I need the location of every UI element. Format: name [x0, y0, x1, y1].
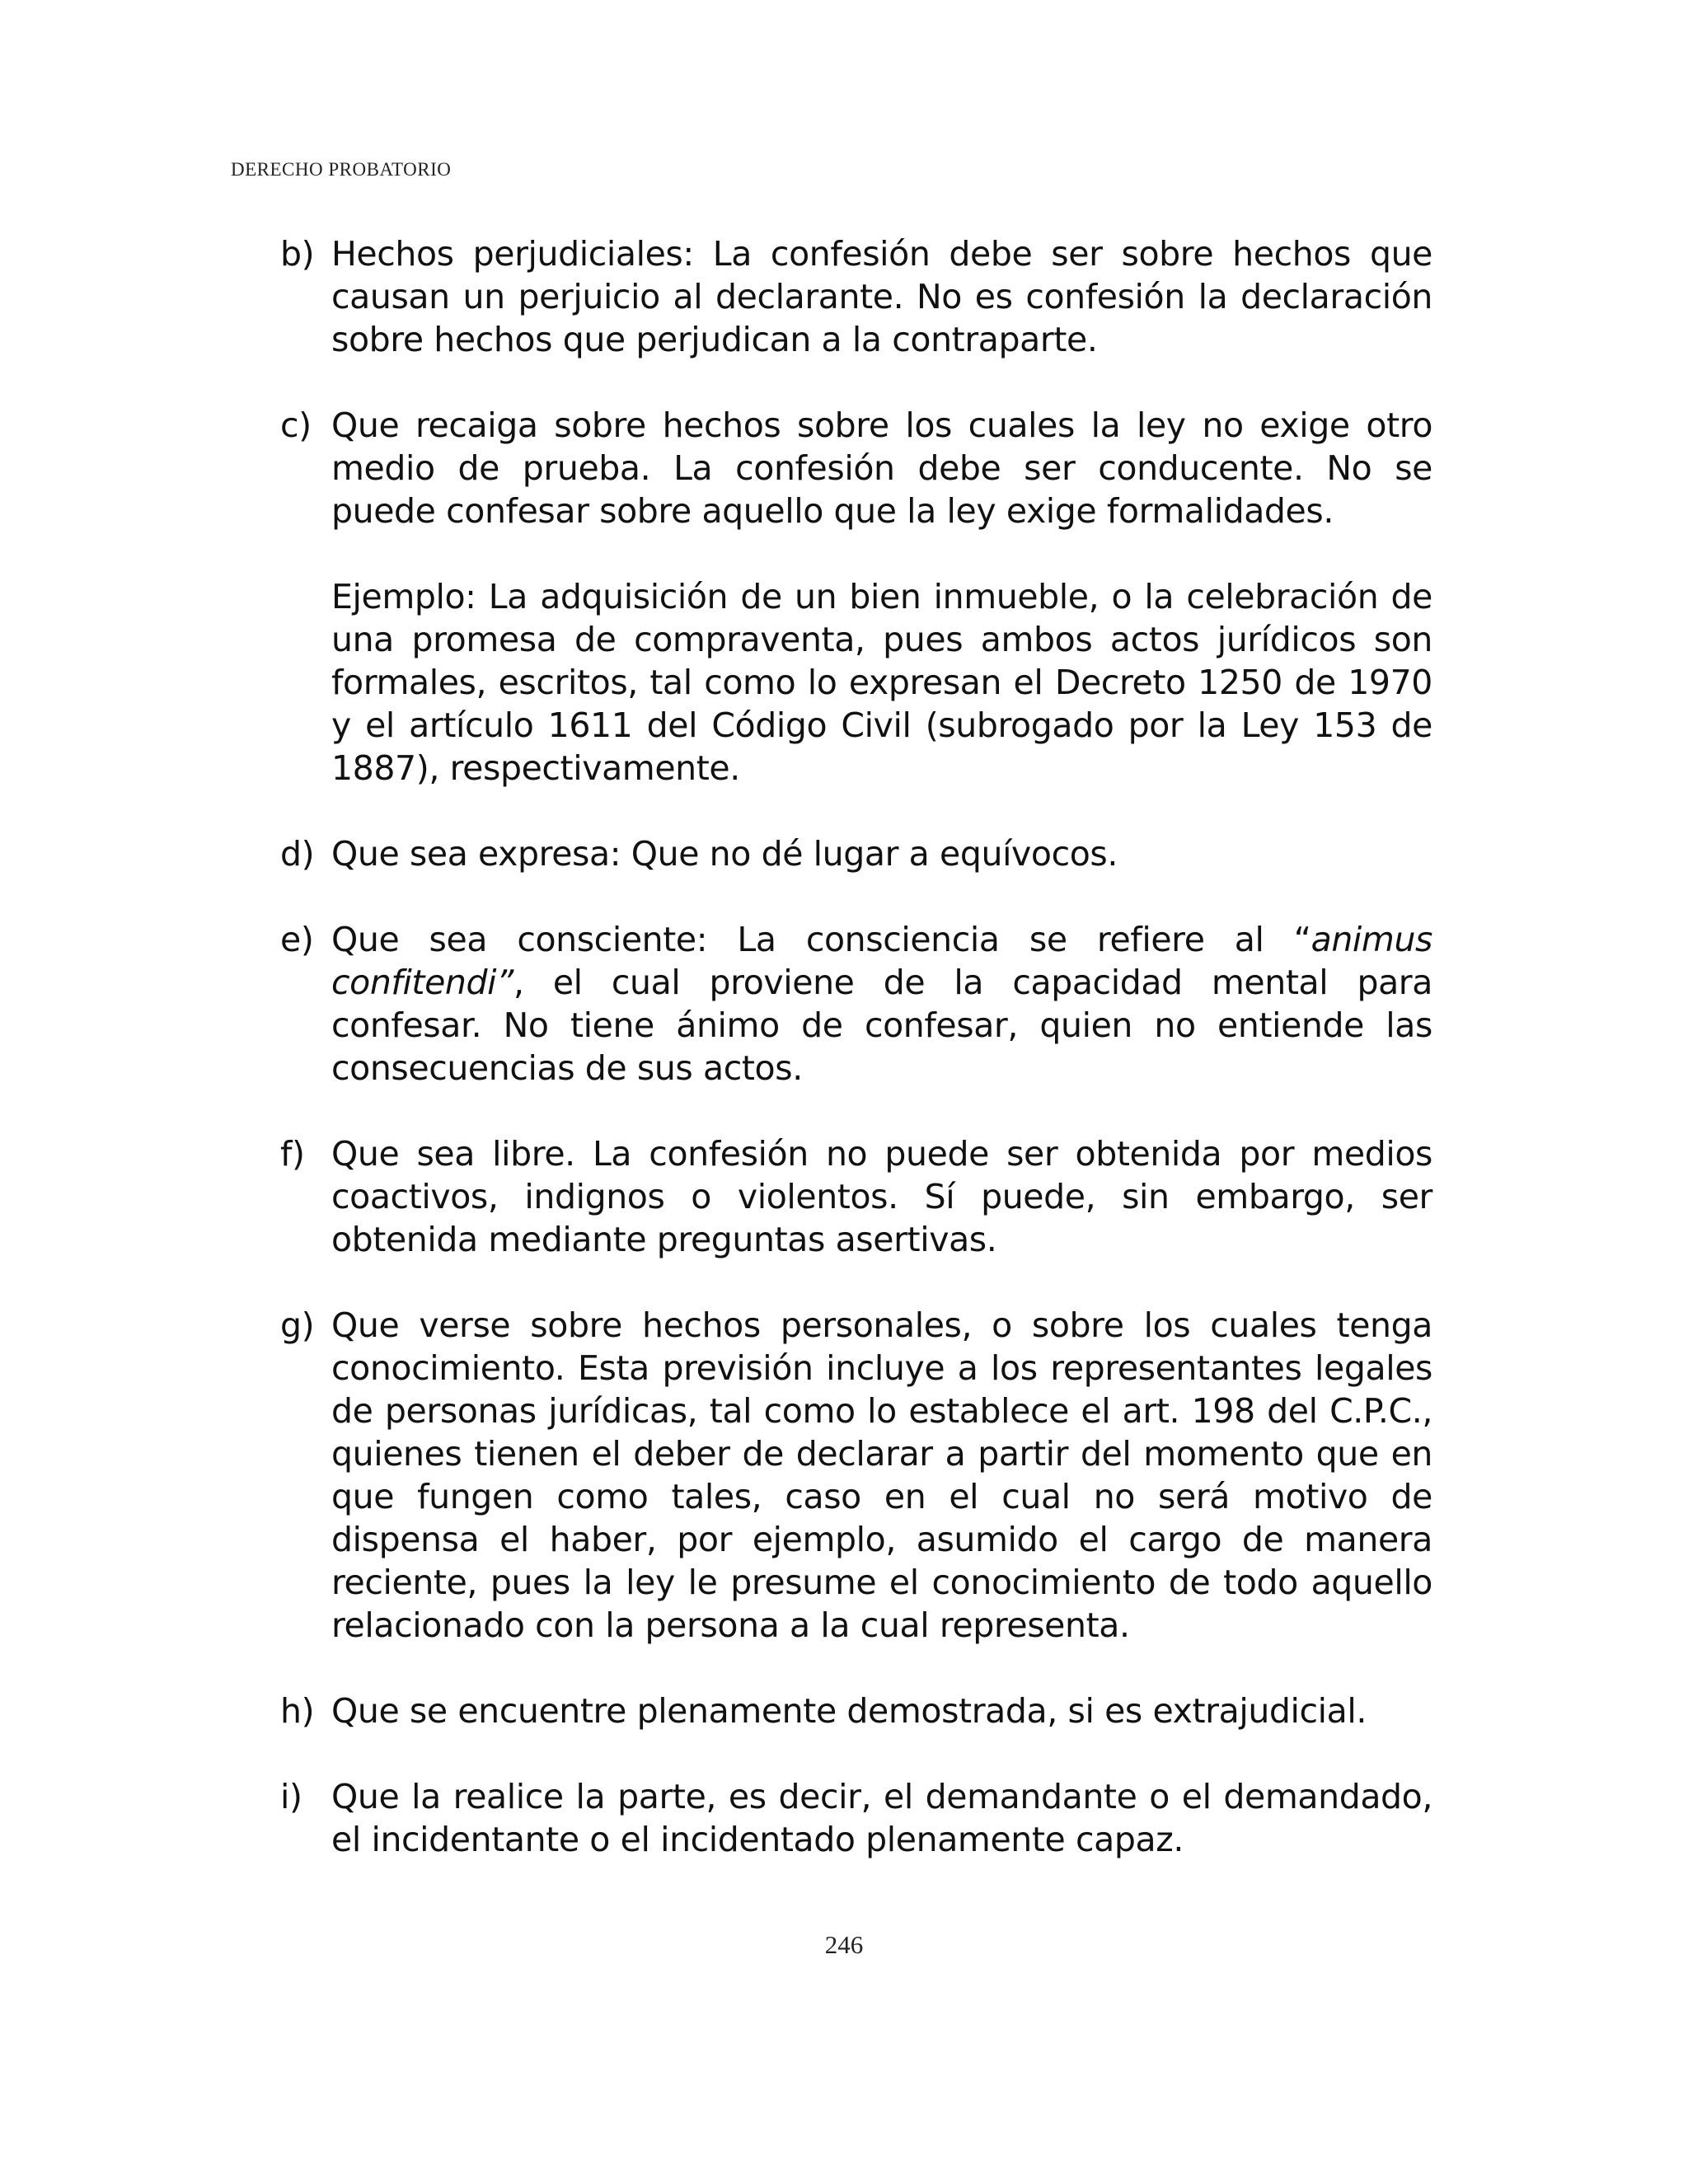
list-item-text: Que recaiga sobre hechos sobre los cuales la ley no exige otro medio de prueba. La confesión debe ser conducente. No se puede confesar sobre aquello que la ley exige formalidades. — [331, 405, 1432, 531]
list-item-text: Que sea expresa: Que no dé lugar a equívocos. — [331, 834, 1118, 874]
running-header: DERECHO PROBATORIO — [231, 159, 452, 180]
list-item-text: Que verse sobre hechos personales, o sobre los cuales tenga conocimiento. Esta previsión incluye a los representantes legales de personas jurídicas, tal como lo establece el art. 198 del C.P.C., quienes tienen el deber de declarar a partir del momento que en que fungen como tales, caso en el cual no será motivo de dispensa el haber, por ejemplo, asumido el cargo de manera reciente, pues la ley le presume el conocimiento de todo aquello relacionado con la persona a la cual representa. — [331, 1305, 1432, 1645]
latin-term: animus confitendi” — [331, 920, 1432, 1002]
page-body — [280, 232, 1432, 1904]
list-item-text: Que sea libre. La confesión no puede ser obtenida por medios coactivos, indignos o violentos. Sí puede, sin embargo, ser obtenida mediante preguntas asertivas. — [331, 1134, 1432, 1259]
list-item-i — [280, 1775, 1432, 1861]
page-number: 246 — [824, 1930, 864, 1959]
list-item-f — [280, 1132, 1432, 1261]
list-marker: c) — [280, 405, 312, 445]
list-marker: b) — [280, 234, 315, 274]
example-paragraph: Ejemplo: La adquisición de un bien inmueble, o la celebración de una promesa de compraventa, pues ambos actos jurídicos son formales, escritos, tal como lo expresan el Decreto 1250 de 1970 y el artículo 1611 del Código Civil (subrogado por la Ley 153 de 1887), respectivamente. — [331, 577, 1432, 788]
list-marker: h) — [280, 1691, 315, 1731]
list-item-text-before: Que sea consciente: La consciencia se refiere al “ — [331, 920, 1311, 959]
list-marker: d) — [280, 834, 315, 874]
list-item-g — [280, 1304, 1432, 1647]
list-item-e — [280, 918, 1432, 1090]
list-item-c — [280, 404, 1432, 532]
list-item-text: Hechos perjudiciales: La confesión debe ser sobre hechos que causan un perjuicio al declarante. No es confesión la declaración sobre hechos que perjudican a la contraparte. — [331, 234, 1432, 359]
list-marker: f) — [280, 1134, 305, 1174]
list-marker: g) — [280, 1305, 315, 1345]
list-item-b — [280, 232, 1432, 361]
list-item-d — [280, 832, 1432, 875]
list-item-text: Que se encuentre plenamente demostrada, si es extrajudicial. — [331, 1691, 1367, 1731]
list-marker: e) — [280, 920, 314, 959]
list-item-text: Que la realice la parte, es decir, el demandante o el demandado, el incidentante o el incidentado plenamente capaz. — [331, 1777, 1432, 1859]
list-item-h — [280, 1690, 1432, 1732]
list-item-text-after: , el cual proviene de la capacidad mental para confesar. No tiene ánimo de confesar, quien no entiende las consecuencias de sus actos. — [331, 963, 1432, 1088]
list-marker: i) — [280, 1777, 302, 1816]
